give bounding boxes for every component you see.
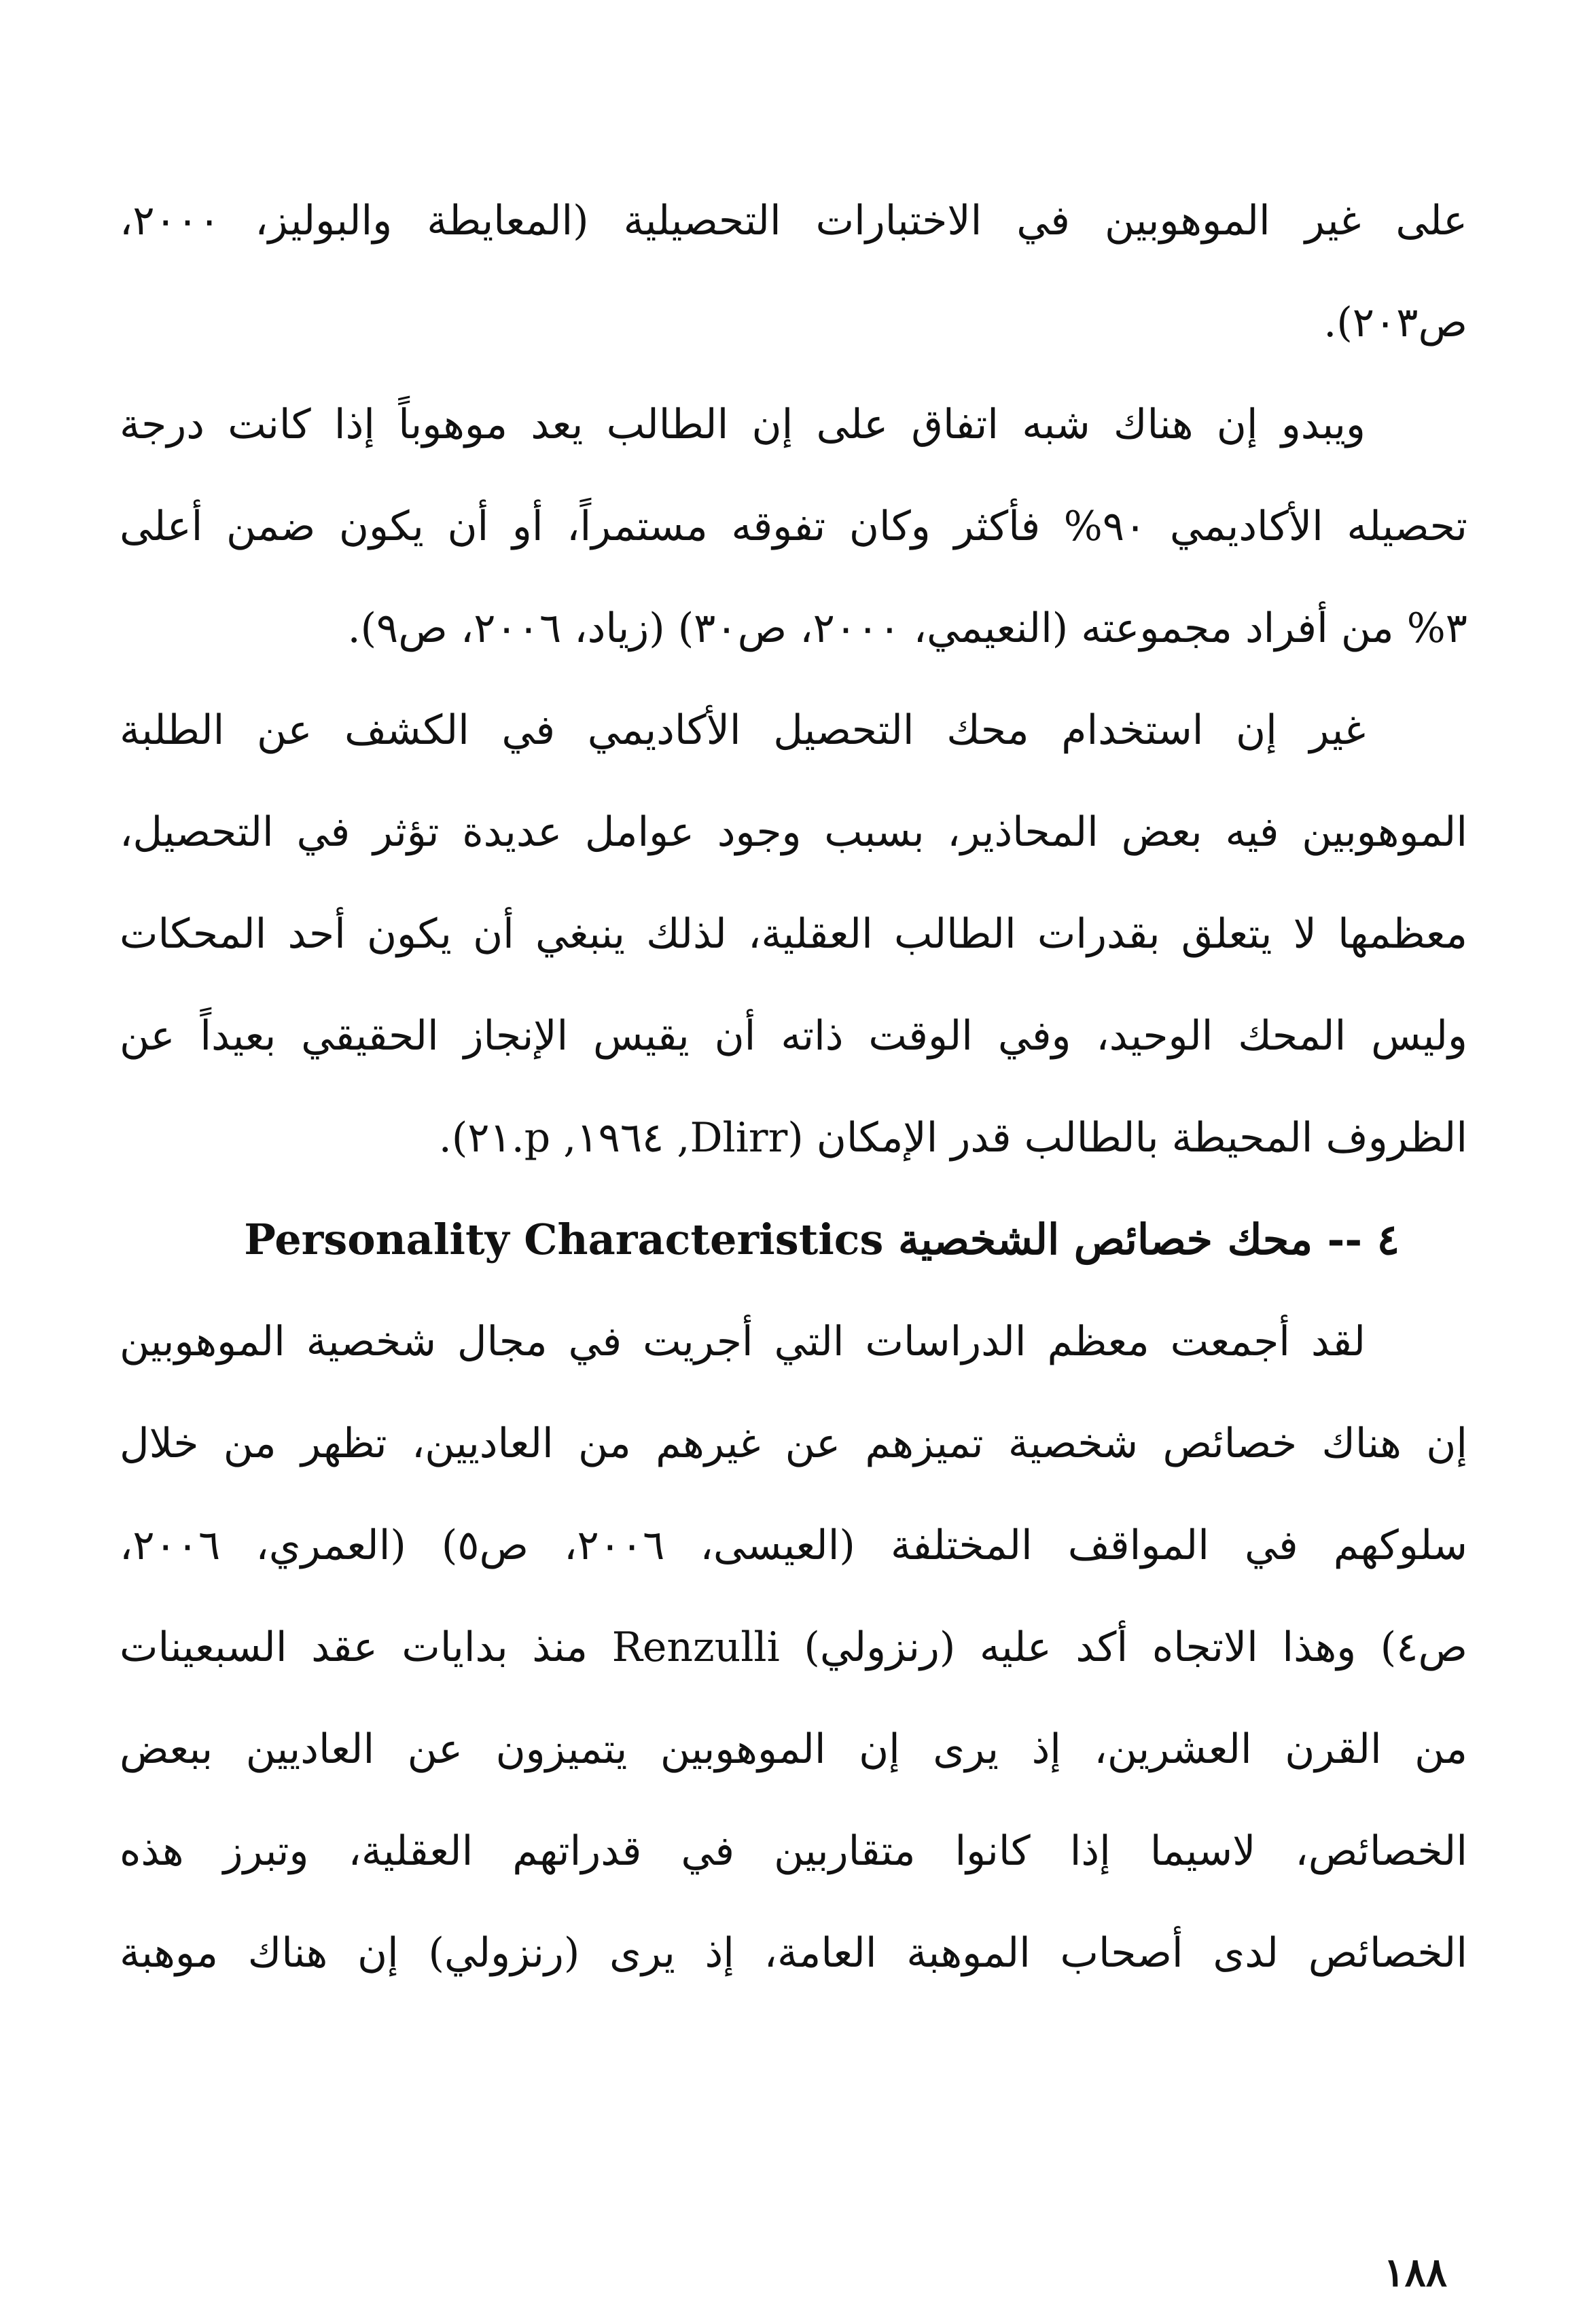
text-line: الظروف المحيطة بالطالب قدر الإمكان (Dlirr, ١٩٦٤, p.٢١).: [438, 1114, 1467, 1162]
text-line: الموهوبين فيه بعض المحاذير، بسبب وجود عوامل عديدة تؤثر في التحصيل،: [120, 808, 1467, 856]
text-line: ص٤) وهذا الاتجاه أكد عليه (رنزولي) Renzulli منذ بدايات عقد السبعينات: [120, 1624, 1467, 1671]
text-line: ويبدو إن هناك شبه اتفاق على إن الطالب يعد موهوباً إذا كانت درجة: [120, 401, 1366, 448]
text-line: معظمها لا يتعلق بقدرات الطالب العقلية، لذلك ينبغي أن يكون أحد المحكات: [120, 910, 1467, 958]
text-line: تحصيله الأكاديمي ٩٠% فأكثر وكان تفوقه مستمراً، أو أن يكون ضمن أعلى: [120, 503, 1467, 550]
body-text: [120, 170, 1467, 2004]
text-line: غير إن استخدام محك التحصيل الأكاديمي في الكشف عن الطلبة: [120, 707, 1366, 754]
text-line: ٣% من أفراد مجموعته (النعيمي، ٢٠٠٠، ص٣٠) (زياد، ٢٠٠٦، ص٩).: [347, 605, 1467, 652]
page-number: ١٨٨: [1383, 2249, 1447, 2295]
text-line: من القرن العشرين، إذ يرى إن الموهوبين يتميزون عن العاديين ببعض: [120, 1726, 1467, 1773]
text-line: الخصائص لدى أصحاب الموهبة العامة، إذ يرى (رنزولي) إن هناك موهبة: [120, 1929, 1467, 1977]
text-line: إن هناك خصائص شخصية تميزهم عن غيرهم من العاديين، تظهر من خلال: [120, 1420, 1467, 1467]
text-line: لقد أجمعت معظم الدراسات التي أجريت في مجال شخصية الموهوبين: [120, 1318, 1366, 1365]
text-line: وليس المحك الوحيد، وفي الوقت ذاته أن يقيس الإنجاز الحقيقي بعيداً عن: [120, 1012, 1467, 1060]
section-heading: ٤ -- محك خصائص الشخصية Personality Characteristics: [244, 1215, 1399, 1264]
text-line: الخصائص، لاسيما إذا كانوا متقاربين في قدراتهم العقلية، وتبرز هذه: [120, 1827, 1467, 1875]
text-line: على غير الموهوبين في الاختبارات التحصيلية (المعايطة والبوليز، ٢٠٠٠،: [120, 197, 1467, 245]
text-line: سلوكهم في المواقف المختلفة (العيسى، ٢٠٠٦، ص٥) (العمري، ٢٠٠٦،: [120, 1522, 1467, 1569]
text-line: ص٢٠٣).: [1323, 299, 1467, 346]
